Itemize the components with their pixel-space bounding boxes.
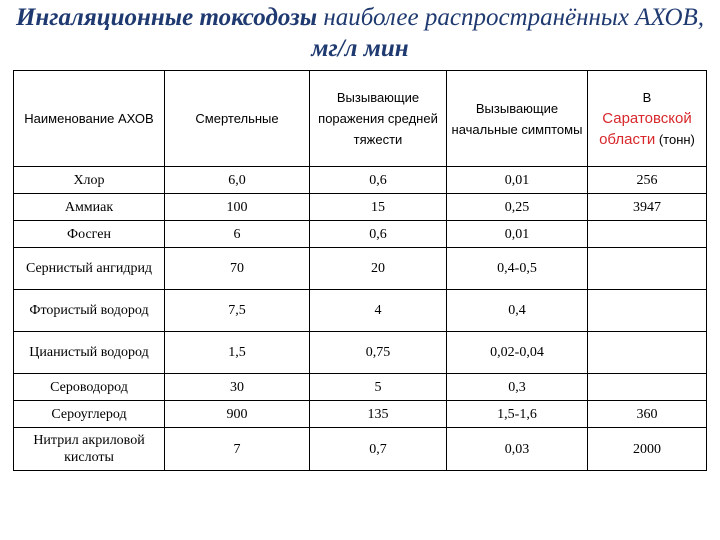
title-part-1: Ингаляционные токсодозы [15, 4, 318, 31]
table-row [14, 221, 707, 248]
cell-moderate: 4 [310, 290, 447, 332]
header-region-name: Саратовской области [599, 110, 692, 148]
cell-initial: 0,01 [447, 167, 588, 194]
cell-region [588, 290, 707, 332]
cell-name: Сероводород [14, 374, 165, 401]
cell-region [588, 374, 707, 401]
title-line-1 [0, 2, 720, 33]
table-row [14, 167, 707, 194]
header-region-prefix: В [642, 90, 652, 105]
title-line-2: мг/л мин [311, 35, 409, 62]
cell-initial: 0,4-0,5 [447, 248, 588, 290]
cell-name: Нитрил акриловой кислоты [14, 428, 165, 471]
cell-region [588, 221, 707, 248]
title-part-2: наиболее распространённых АХОВ, [317, 4, 705, 31]
cell-moderate: 0,6 [310, 167, 447, 194]
cell-region: 256 [588, 167, 707, 194]
header-name: Наименование АХОВ [14, 71, 165, 167]
cell-initial: 1,5-1,6 [447, 401, 588, 428]
cell-name: Цианистый водород [14, 332, 165, 374]
cell-initial: 0,02-0,04 [447, 332, 588, 374]
header-initial: Вызывающие начальные симптомы [447, 71, 588, 167]
cell-moderate: 20 [310, 248, 447, 290]
header-lethal: Смертельные [165, 71, 310, 167]
cell-moderate: 135 [310, 401, 447, 428]
cell-initial: 0,25 [447, 194, 588, 221]
cell-moderate: 15 [310, 194, 447, 221]
cell-lethal: 70 [165, 248, 310, 290]
cell-moderate: 5 [310, 374, 447, 401]
cell-lethal: 900 [165, 401, 310, 428]
header-moderate: Вызывающие поражения средней тяжести [310, 71, 447, 167]
table-row [14, 290, 707, 332]
table-row [14, 401, 707, 428]
cell-moderate: 0,6 [310, 221, 447, 248]
cell-initial: 0,01 [447, 221, 588, 248]
cell-name: Аммиак [14, 194, 165, 221]
cell-initial: 0,4 [447, 290, 588, 332]
cell-lethal: 1,5 [165, 332, 310, 374]
header-region-unit: (тонн) [658, 132, 695, 147]
cell-lethal: 6 [165, 221, 310, 248]
header-region [588, 71, 707, 167]
cell-moderate: 0,7 [310, 428, 447, 471]
cell-region [588, 248, 707, 290]
table-row [14, 332, 707, 374]
cell-region [588, 332, 707, 374]
cell-initial: 0,3 [447, 374, 588, 401]
page-title [0, 2, 720, 64]
cell-region: 2000 [588, 428, 707, 471]
toxicity-table [13, 70, 707, 471]
cell-lethal: 6,0 [165, 167, 310, 194]
cell-lethal: 7 [165, 428, 310, 471]
table-row [14, 374, 707, 401]
cell-lethal: 7,5 [165, 290, 310, 332]
cell-moderate: 0,75 [310, 332, 447, 374]
cell-name: Сернистый ангидрид [14, 248, 165, 290]
cell-region: 360 [588, 401, 707, 428]
cell-name: Сероуглерод [14, 401, 165, 428]
cell-name: Хлор [14, 167, 165, 194]
table-row [14, 194, 707, 221]
table-row [14, 248, 707, 290]
cell-initial: 0,03 [447, 428, 588, 471]
table-header-row [14, 71, 707, 167]
cell-region: 3947 [588, 194, 707, 221]
cell-lethal: 30 [165, 374, 310, 401]
table-row [14, 428, 707, 471]
cell-name: Фтористый водород [14, 290, 165, 332]
cell-lethal: 100 [165, 194, 310, 221]
cell-name: Фосген [14, 221, 165, 248]
